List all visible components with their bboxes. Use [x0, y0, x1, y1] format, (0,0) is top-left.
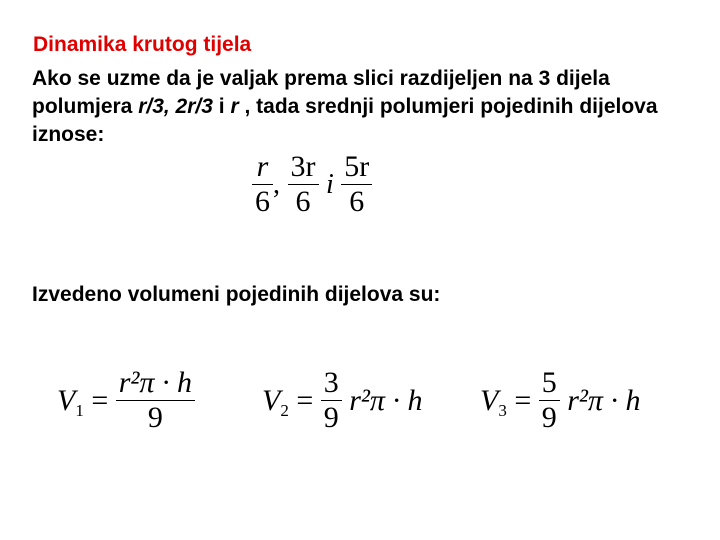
fraction-denominator: 6	[255, 185, 270, 218]
fraction-numerator: r²π · h	[116, 366, 195, 401]
fraction-denominator: 6	[295, 185, 311, 218]
fraction-denominator: 9	[147, 401, 163, 434]
numerator-text: 3r	[290, 150, 316, 183]
fraction-denominator: 9	[323, 401, 339, 434]
fraction-3r-over-6	[288, 150, 319, 219]
v-symbol: V	[262, 383, 281, 417]
v-index: 2	[280, 400, 289, 420]
conjunction-i: i	[326, 168, 334, 200]
fraction-numerator: 3	[321, 366, 342, 401]
fraction-numerator	[341, 150, 372, 185]
v-index: 1	[75, 400, 84, 420]
equals-sign: =	[296, 383, 314, 417]
fraction-denominator: 6	[349, 185, 365, 218]
v-symbol: V	[57, 383, 76, 417]
comma-separator: ,	[273, 168, 280, 200]
equals-sign: =	[91, 383, 109, 417]
fraction-numerator: 5	[539, 366, 560, 401]
v1-lhs	[57, 384, 108, 418]
v3-fraction	[539, 366, 560, 435]
v3-product: r²π · h	[567, 383, 641, 417]
fraction-denominator: 9	[541, 401, 557, 434]
v2-lhs	[262, 384, 313, 418]
v-symbol: V	[480, 383, 499, 417]
volume-formula-2	[262, 366, 422, 435]
volume-formula-3	[480, 366, 640, 435]
v1-fraction	[116, 366, 195, 435]
volume-formula-1	[57, 366, 195, 435]
volumes-heading: Izvedeno volumeni pojedinih dijelova su:	[32, 283, 441, 306]
intro-paragraph	[32, 65, 692, 149]
mean-radii-formula	[252, 150, 372, 219]
intro-text-2: i	[212, 95, 231, 118]
equals-sign: =	[514, 383, 532, 417]
fraction-numerator: r	[252, 150, 273, 185]
v2-product: r²π · h	[349, 383, 423, 417]
v-index: 3	[498, 400, 507, 420]
fraction-r-over-6	[252, 150, 273, 219]
numerator-text: 5r	[344, 150, 370, 183]
intro-text-1: Ako se uzme da je valjak prema slici razdijeljen na 3 dijela polumjera	[32, 67, 610, 118]
intro-text-3: , tada srednji polumjeri pojedinih dijelova iznose:	[32, 95, 658, 146]
v3-lhs	[480, 384, 531, 418]
fraction-5r-over-6	[341, 150, 372, 219]
slide-title: Dinamika krutog tijela	[33, 33, 252, 56]
radius-r-text: r	[230, 95, 239, 118]
v2-fraction	[321, 366, 342, 435]
radii-text: r/3, 2r/3	[138, 95, 213, 118]
fraction-numerator	[288, 150, 319, 185]
